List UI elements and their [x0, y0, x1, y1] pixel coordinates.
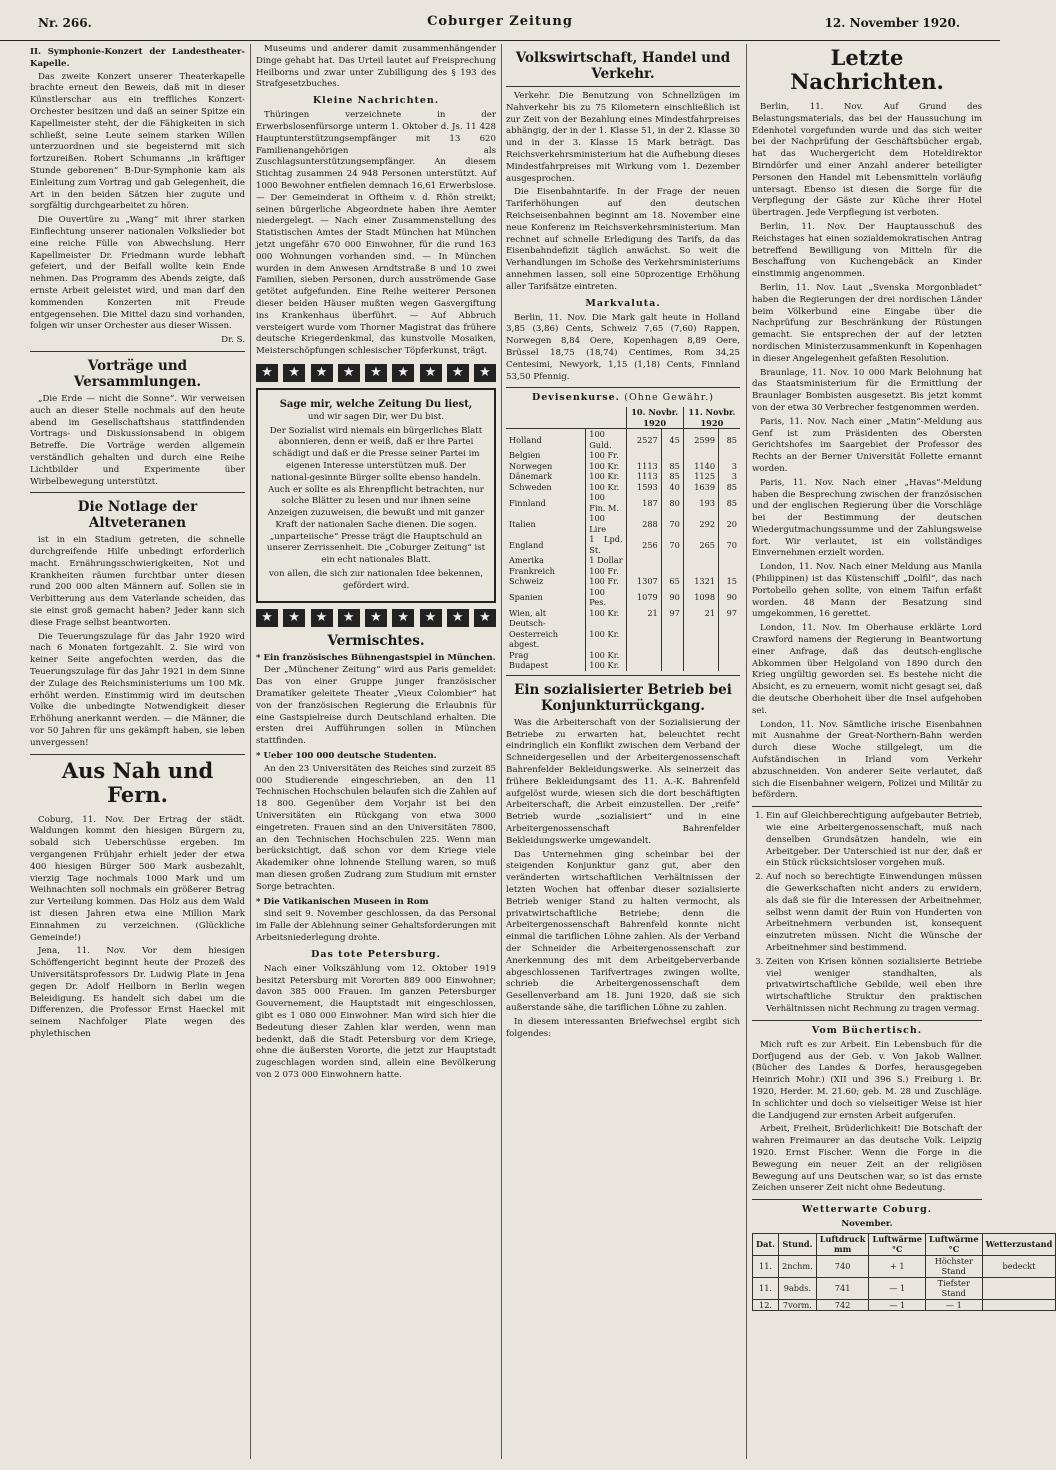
table-cell: 100 Kr.: [586, 618, 626, 650]
news-item: London, 11. Nov. Nach einer Meldung aus Manila (Philippinen) ist das Küstenschiff „Dolfil“, das nach Portobello gehen sollte, von einem Taifun erfaßt worden. 48 Mann der Besatzung sind umgekommen, 16 gerettet.: [752, 562, 982, 620]
table-cell: [683, 555, 718, 566]
ad-subtitle: und wir sagen Dir, wer Du bist.: [307, 411, 445, 422]
section-heading-buecher: Vom Büchertisch.: [811, 1024, 923, 1036]
devisen-note: (Ohne Gewähr.): [624, 392, 714, 404]
table-cell: [661, 650, 683, 661]
table-cell: 100 Kr.: [586, 608, 626, 619]
table-cell: [661, 566, 683, 577]
article-heading-symphonie: II. Symphonie-Konzert der Landestheater-Kapelle.: [30, 47, 245, 69]
table-cell: — 1: [926, 1299, 983, 1311]
table-cell: England: [506, 534, 586, 555]
table-cell: 2599: [683, 429, 718, 451]
weather-month: November.: [841, 1219, 893, 1230]
section-heading-wetter: Wetterwarte Coburg.: [801, 1204, 933, 1216]
table-cell: 1593: [626, 482, 661, 493]
divider: [30, 492, 245, 493]
table-cell: 3: [731, 460, 737, 471]
table-cell: 85: [726, 481, 737, 492]
star-icon: ★: [392, 364, 414, 382]
table-cell: Schweiz: [506, 576, 586, 587]
table-cell: 1098: [683, 587, 718, 608]
divider: [752, 1020, 982, 1021]
table-cell: 100 Fr.: [586, 576, 626, 587]
divider: [506, 387, 740, 388]
table-cell: 15: [726, 576, 737, 587]
table-row: [506, 492, 740, 513]
table-cell: 97: [661, 608, 683, 619]
news-item: Braunlage, 11. Nov. 10 000 Mark Belohnung hat das Staatsministerium für die Ermittlung der Braunlager Bombisten ausgesetzt. Bis jetzt kommt von der etwa 30 Verbrecher festgenommen werden.: [752, 367, 982, 413]
table-row: [506, 608, 740, 619]
table-cell: 742: [816, 1299, 869, 1311]
book-review: Arbeit, Freiheit, Brüderlichkeit! Die Botschaft der wahren Freimaurer an das deutsche Volk. Leipzig 1920. Ernst Fischer. Wenn die Forge in die Bewegung ein neuer Zeit an der religiösen Bewegung auf uns Deutschen war, so ist das ernste Zeichen unserer Zeit nicht ohne Bedeutung.: [752, 1124, 982, 1194]
table-cell: 741: [816, 1277, 869, 1299]
star-icon: ★: [474, 609, 496, 627]
table-cell: 7vorm.: [779, 1299, 817, 1311]
article-text: ist in ein Stadium getreten, die schnelle durchgreifende Hilfe unbedingt erforderlich macht. Ernährungsschwierigkeiten, Not und Krankheiten räumen furchtbar unter diesen rund 200 000 alten Männern auf. Sollen sie in Verbitterung aus dem Vaterlande scheiden, das sie einst groß gemacht haben? Jeder kann sich diese Frage selbst beantworten.: [30, 535, 245, 628]
table-cell: 21: [626, 608, 661, 619]
article-text: Was die Arbeiterschaft von der Sozialisierung der Betriebe zu erwarten hat, beleuchtet recht eindringlich ein Konflikt zwischen dem Verband der Schneidergesellen und der Arbeitergenossenschaft Bahrenfelder Bekleidungswerke. Als seinerzeit das frühere Bekleidungsamt des 11. A.-K. Bahrenfeld aufgelöst wurde, wiesen sich die dort beschäftigten Arbeiterschaft, die Arbeit einzustellen. Der „reife“ Betrieb wurde „sozialisiert“ und in eine Arbeitergenossenschaft Bahrenfelder Bekleidungswerke umgewandelt.: [506, 717, 740, 846]
article-heading: * Die Vatikanischen Museen in Rom: [256, 896, 429, 907]
table-cell: Wien, alt: [506, 608, 586, 619]
star-icon: ★: [447, 364, 469, 382]
table-cell: 85: [661, 471, 683, 482]
table-header: Luftdruck mm: [816, 1233, 869, 1255]
table-cell: [683, 660, 718, 671]
ad-title: Sage mir, welche Zeitung Du liest,: [279, 398, 473, 410]
table-cell: [626, 555, 661, 566]
section-heading-nah-fern: Aus Nah und Fern.: [61, 757, 214, 807]
table-cell: 97: [726, 607, 737, 618]
column-divider: [746, 44, 747, 1459]
star-icon: ★: [474, 364, 496, 382]
column-1: [30, 44, 245, 1459]
table-cell: 187: [626, 492, 661, 513]
list-item: 1. Ein auf Gleichberechtigung aufgebauter Betrieb, wie eine Arbeitergenossenschaft, muß nach denselben Grundsätzen handeln, wie ein Arbeitgeber. Der Unterschied ist nur der, daß er ein Stück rücksichtsloser vorgehen muß.: [766, 811, 982, 870]
table-cell: [683, 566, 718, 577]
table-cell: [982, 1299, 1056, 1311]
table-cell: + 1: [869, 1255, 926, 1277]
table-cell: 265: [683, 534, 718, 555]
divider: [30, 754, 245, 755]
table-cell: 85: [726, 497, 737, 508]
table-cell: [626, 650, 661, 661]
table-row: [506, 587, 740, 608]
table-cell: [661, 450, 683, 461]
newspaper-title: Coburger Zeitung: [427, 14, 573, 29]
table-cell: 1125: [683, 471, 718, 482]
table-cell: [719, 660, 740, 671]
signature: Dr. S.: [221, 335, 245, 346]
star-icon: ★: [283, 364, 305, 382]
table-cell: 100 Kr.: [586, 482, 626, 493]
table-cell: 21: [683, 608, 718, 619]
table-cell: 1113: [626, 461, 661, 472]
article-text: Das Unternehmen ging scheinbar bei der steigenden Konjunktur ganz gut, aber den veränderten wirtschaftlichen Verhältnissen der letzten Wochen hat offenbar dieser sozialisierte Betrieb weniger Stand zu halten vermocht, als privatwirtschaftliche Betriebe; denn die Arbeitergenossenschaft Bahrenfeld konnte nicht einmal die tariflichen Löhne zahlen. Als der Verband der Schneider die Arbeitergenossenschaft zur Anerkennung des mit dem Arbeitgeberverbande abgeschlossenen Tarifvertrages zwingen wollte, schrieb die Arbeitergenossenschaft dem Gesellenverband am 18. Juni 1920, daß sie sich außerstande sähe, die tariflichen Löhne zu zahlen.: [506, 849, 740, 1013]
table-cell: 740: [816, 1255, 869, 1277]
table-row: [506, 461, 740, 472]
table-cell: 80: [661, 492, 683, 513]
table-row: [506, 534, 740, 555]
table-cell: 100 Kr.: [586, 650, 626, 661]
table-cell: 1140: [683, 461, 718, 472]
article-text: An den 23 Universitäten des Reiches sind zurzeit 85 000 Studierende eingeschrieben, an den 11 Technischen Hochschulen belaufen sich die Zahlen auf 18 800. Gegenüber dem Vorjahr ist bei den Universitäten ein Rückgang von etwa 3000 eingetreten. Frauen sind an den Universitäten 7800, an den Technischen Hochschulen 225. Wenn man berücksichtigt, daß schon vor dem Kriege viele Akademiker ohne lohnende Stellung waren, so muß man diesen großen Zudrang zum Studium mit ernster Sorge betrachten.: [256, 763, 496, 892]
table-cell: 100 Fr.: [586, 450, 626, 461]
advertisement-box: [256, 388, 496, 603]
table-row: [506, 660, 740, 671]
section-heading-volkswirtschaft: Volkswirtschaft, Handel und Verkehr.: [515, 50, 731, 82]
table-cell: Höchster Stand: [926, 1255, 983, 1277]
table-row: [506, 450, 740, 461]
devisen-title: Devisenkurse.: [532, 392, 620, 404]
list-item: 2. Auf noch so berechtigte Einwendungen müssen die Gewerkschaften nicht anders zu erwidern, als daß sie für die Interessen der Arbeitnehmer, selbst wenn damit der Ruin von Hunderten von Arbeitnehmern verbunden ist, konsequent einzutreten müssen. Nicht die Wünsche der Arbeitnehmer sind bestimmend.: [766, 872, 982, 955]
column-divider: [250, 44, 251, 1459]
section-heading-vermischtes: Vermischtes.: [327, 632, 425, 649]
divider: [506, 675, 740, 676]
article-text: Das zweite Konzert unserer Theaterkapelle brachte erneut den Beweis, daß mit in dieser Künstlerschar aus ein treffliches Konzert-Orchester besitzen und daß an seiner Spitze ein Kapellmeister steht, der die Fähigkeiten in sich schließt, seine Leute seinem starken Willen unterzuordnen und sie begeisternd mit sich fortzureißen. Robert Schumanns „in kräftiger Stunde geborenen“ B-Dur-Symphonie kam als Einleitung zum Vortrag und gab Gelegenheit, die Art in den beiden Sätzen hier zugute und sorgfältig durchgearbeitet zu hören.: [30, 71, 245, 212]
table-header: Wetterzustand: [982, 1233, 1056, 1255]
article-text: In diesem interessanten Briefwechsel ergibt sich folgendes:: [506, 1016, 740, 1039]
article-text: Der „Münchener Zeitung“ wird aus Paris gemeldet: Das von einer Gruppe junger französischer Dramatiker geleitete Theater „Vieux Colombier“ hat von der französischen Regierung die Erlaubnis für eine Gastspielreise durch Deutschland erhalten. Die ersten drei Aufführungen sollen in München stattfinden.: [256, 665, 496, 747]
table-cell: 100 Fr.: [586, 566, 626, 577]
table-cell: 1 Dollar: [586, 555, 626, 566]
section-heading-devisen: [506, 392, 740, 404]
table-row: [506, 429, 740, 451]
table-header: Dat.: [753, 1233, 779, 1255]
table-cell: [719, 618, 740, 650]
table-row: [506, 576, 740, 587]
table-row: [506, 513, 740, 534]
table-cell: [719, 650, 740, 661]
table-cell: 3: [731, 471, 737, 482]
article-text: „Die Erde — nicht die Sonne“. Wir verweisen auch an dieser Stelle nochmals auf den heute abend im Gesellschaftshaus stattfindenden Vortrags- und Diskussionsabend in obigem Betreffe. Die Vorträge werden allgemein verständlich gehalten und durch eine Reihe Lichtbilder und Experimente über Wirbelbewegung unterstützt.: [30, 393, 245, 487]
table-cell: 45: [661, 429, 683, 451]
table-cell: — 1: [869, 1299, 926, 1311]
star-icon: ★: [420, 364, 442, 382]
table-row: [506, 471, 740, 482]
table-cell: 100 Lire: [586, 513, 626, 534]
table-row: [506, 650, 740, 661]
article-heading: Das tote Petersburg.: [311, 948, 441, 960]
article-text: sind seit 9. November geschlossen, da das Personal im Falle der Ablehnung seiner Gehaltsforderungen mit Arbeitsniederlegung drohte.: [256, 909, 496, 943]
table-header: [506, 407, 626, 429]
weather-table: [752, 1233, 1056, 1312]
section-heading-markvaluta: Markvaluta.: [585, 297, 661, 309]
table-cell: [719, 555, 740, 566]
table-row: [753, 1299, 1056, 1311]
table-cell: Budapest: [506, 660, 586, 671]
article-text: Nach einer Volkszählung vom 12. Oktober 1919 besitzt Petersburg mit Vororten 889 000 Einwohner; davon 385 000 Frauen. Im ganzen Petersburger Gouvernement, die Hauptstadt mit eingeschlossen, gibt es 1 080 000 Einwohner. Man wird sich hier die Bedeutung dieser Zahlen klar werden, wenn man bedenkt, daß die Stadt Petersburg vor dem Kriege, ohne die äußersten Vororte, die jetzt zur Hauptstadt zugeschlagen worden sind, allein eine Bevölkerung von 2 073 000 Einwohnern hatte.: [256, 963, 496, 1080]
ad-body: Der Sozialist wird niemals ein bürgerliches Blatt abonnieren, denn er weiß, daß er ihre Partei schädigt und daß er die Presse seiner Partei im eigenen Interesse unterstützen muß. Der national-gesinnte Bürger sollte ebenso handeln. Auch er sollte es als Ehrenpflicht betrachten, nur solche Blätter zu lesen und nur ihnen seine Anzeigen zuzuweisen, die bewußt und mit ganzer Kraft der nationalen Sache dienen. Die sogen. „unparteiische“ Presse trägt die Hauptschuld an unserer Zerrissenheit. Die „Coburger Zeitung“ ist ein echt nationales Blatt.: [266, 425, 486, 566]
table-cell: Prag: [506, 650, 586, 661]
table-cell: 100 Kr.: [586, 471, 626, 482]
news-item: Paris, 11. Nov. Nach einer „Matin“-Meldung aus Genf ist zum Präsidenten des Obersten Gerichtshofes im Saargebiet der Professor des Rechts an der Berner Universität Follette ernannt worden.: [752, 416, 982, 474]
table-cell: 70: [726, 539, 737, 550]
table-cell: 11.: [753, 1277, 779, 1299]
section-heading-kleine: Kleine Nachrichten.: [312, 95, 440, 107]
table-cell: 288: [626, 513, 661, 534]
masthead: [0, 0, 1000, 41]
article-text: Die Eisenbahntarife. In der Frage der neuen Tariferhöhungen auf den deutschen Reichseisenbahnen beginnt am 18. November eine neue Konferenz im Reichsverkehrsministerium. Man rechnet auf schnelle Erledigung des Tarifs, da das Eisenbahndefizit täglich anwächst. So weit die Verhandlungen im Schoße des Verkehrsministeriums annehmen lassen, soll eine 50prozentige Erhöhung aller Tarifsätze eintreten.: [506, 187, 740, 292]
star-icon: ★: [392, 609, 414, 627]
star-icon: ★: [311, 609, 333, 627]
section-heading-letzte: Letzte Nachrichten.: [790, 45, 944, 94]
article-heading: * Ein französisches Bühnengastspiel in München.: [256, 652, 496, 663]
news-item: Berlin, 11. Nov. Auf Grund des Belastungsmaterials, das bei der Haussuchung im Edenhotel vorgefunden wurde und das sich weiter bei der Nachprüfung der Geschäftsbücher ergab, hat das Wuchergericht dem Hoteldirektor Birndörfer und einer Anzahl anderer beteiligter Personen den Handel mit Lebensmitteln vorläufig untersagt. Ebenso ist diesen die Sorge für die Verpflegung der Gäste zur Küche ihrer Hotel übertragen. Jede Verpflegung ist verboten.: [752, 102, 982, 219]
table-cell: 70: [661, 534, 683, 555]
section-heading-notlage: Die Notlage der Altveteranen: [77, 499, 198, 532]
column-3: [506, 44, 740, 1459]
table-cell: [661, 660, 683, 671]
divider: [30, 351, 245, 352]
divider: [752, 1199, 982, 1200]
table-cell: Norwegen: [506, 461, 586, 472]
news-item: Paris, 11. Nov. Nach einer „Havas“-Meldung haben die Besprechung zwischen der französischen und der englischen Regierung über die Vorschläge bei der Bestimmung der deutschen Wiedergutmachungssumme und der Zahlungsweise fort. Wir verlautet, ist ein vollständiges Einvernehmen erzielt worden.: [752, 477, 982, 559]
book-review: Mich ruft es zur Arbeit. Ein Lebensbuch für die Dorfjugend aus der Geb. v. Von Jakob Wallner. (Bücher des Landes & Dorfes, herausgegeben Heinrich Mohr.) (XII und 396 S.) Freiburg i. Br. 1920, Herder. M. 21.60; geb. M. 28 und Zuschläge. In schlichter und doch so vielseitiger Weise ist hier die Landjugend zur ernsten Arbeit aufgerufen.: [752, 1039, 982, 1121]
table-header: Luftwärme °C: [869, 1233, 926, 1255]
divider: [506, 86, 740, 87]
table-cell: 256: [626, 534, 661, 555]
article-text: Coburg, 11. Nov. Der Ertrag der städt. Waldungen kommt den hiesigen Bürgern zu, sobald sich Ueberschüsse ergeben. Im vergangenen Frühjahr erhielt jeder der etwa 400 hiesigen Bürger 500 Mark ausbezahlt, vierzig Tage nochmals 1000 Mark und um Weihnachten soll nochmals ein größerer Betrag zur Verteilung kommen. Das Holz aus dem Wald ist diesen Jahren etwa eine Million Mark Einnahmen zu verzeichnen. (Glückliche Gemeinde!): [30, 814, 245, 943]
table-cell: 1 Lpd. St.: [586, 534, 626, 555]
divider: [752, 806, 982, 807]
column-2: [256, 44, 496, 1459]
table-cell: 90: [726, 592, 737, 603]
table-cell: Finnland: [506, 492, 586, 513]
article-text: Verkehr. Die Benutzung von Schnellzügen im Nahverkehr bis zu 75 Kilometern einschließlich ist zur Zeit von der Bezahlung eines Mindestfahrpreises abhängig, der in der 1. Klasse 51, in der 2. Klasse 30 und in der 3. Klasse 15 Mark beträgt. Das Reichsverkehrsministerium hat die Aufhebung dieses Mindestfahrpreises mit Wirkung vom 1. Dezember ausgesprochen.: [506, 91, 740, 184]
table-cell: — 1: [869, 1277, 926, 1299]
table-cell: Amerika: [506, 555, 586, 566]
table-cell: [626, 450, 661, 461]
table-cell: [626, 618, 661, 650]
table-row: [753, 1277, 1056, 1299]
issue-date: 12. November 1920.: [824, 16, 960, 30]
table-cell: [661, 618, 683, 650]
table-cell: 12.: [753, 1299, 779, 1311]
table-cell: [683, 618, 718, 650]
section-heading-vortraege: Vorträge und Versammlungen.: [73, 357, 202, 390]
table-cell: 1639: [683, 482, 718, 493]
table-cell: Spanien: [506, 587, 586, 608]
table-cell: Deutsch-Oesterreich abgest.: [506, 618, 586, 650]
table-cell: 1307: [626, 576, 661, 587]
table-cell: 85: [661, 461, 683, 472]
star-icon: ★: [365, 609, 387, 627]
table-cell: 100 Kr.: [586, 660, 626, 671]
column-divider: [501, 44, 502, 1459]
table-cell: [719, 450, 740, 461]
table-cell: 100 Kr.: [586, 461, 626, 472]
star-icon: ★: [338, 364, 360, 382]
table-cell: 100 Guld.: [586, 429, 626, 451]
article-text: Thüringen verzeichnete in der Erwerbslosenfürsorge unterm 1. Oktober d. Js. 11 428 Hauptunterstützungsempfänger mit 13 620 Familienangehörigen als Zuschlagsunterstützungsempfänger. An diesem Stichtag zusammen 24 948 Personen unterstützt. Auf 1000 Bewohner entfielen demnach 16,61 Erwerbslose. — Der Gemeinderat in Oftheim v. d. Rhön streikt; seinen bürgerliche Abgeordnete haben ihre Aemter niedergelegt. — Nach einer Zusammenstellung des Statistischen Amtes der Stadt München hat München jetzt ungefähr 670 000 Einwohner, für die rund 163 000 Wohnungen vorhanden sind. — In München wurden in dem Anwesen Arndtstraße 8 und 10 zwei Familien, sieben Personen, durch ausströmende Gase getötet aufgefunden. Eine Reihe weiterer Personen dieser beiden Häuser mußten wegen Gasvergiftung ins Krankenhaus überführt. — Auf Abbruch versteigert wurde vom Thorner Magistrat das frühere deutsche Kriegerdenkmal, das kunstvolle Mosaiken, Meisterschöpfungen schlesischer Töpferkunst, trägt.: [256, 110, 496, 357]
table-cell: 292: [683, 513, 718, 534]
table-row: [506, 482, 740, 493]
table-row: [506, 555, 740, 566]
table-cell: 20: [726, 518, 737, 529]
table-cell: [683, 650, 718, 661]
star-border: [256, 364, 496, 382]
table-cell: [661, 555, 683, 566]
table-cell: Belgien: [506, 450, 586, 461]
news-item: London, 11. Nov. Im Oberhause erklärte Lord Crawford namens der Regierung in Beantwortung einer Anfrage, daß das deutsch-englische Abkommen über Helgoland von 1890 durch den Krieg ungültig geworden sei. Es bestehe nicht die Absicht, es zu erneuern, womit nicht gesagt sei, daß die deutsche Oberhoheit über die Insel aufgehoben sei.: [752, 623, 982, 716]
star-icon: ★: [338, 609, 360, 627]
news-item: Berlin, 11. Nov. Laut „Svenska Morgonbladet“ haben die Regierungen der drei nordischen Länder beim Völkerbund eine Eingabe über die Nachprüfung zur Beschränkung der Rüstungen gemacht. Sie entsprechen der auf der letzten nordischen Ministerzusammenkunft in Kopenhagen in dieser Angelegenheit gefaßten Resolution.: [752, 282, 982, 364]
table-row: [506, 566, 740, 577]
table-cell: Tiefster Stand: [926, 1277, 983, 1299]
section-heading-sozial: Ein sozialisierter Betrieb bei Konjunkturrückgang.: [514, 681, 732, 714]
star-icon: ★: [283, 609, 305, 627]
table-row: [506, 618, 740, 650]
table-cell: bedeckt: [982, 1255, 1056, 1277]
news-item: Berlin, 11. Nov. Der Hauptausschuß des Reichstages hat einen sozialdemokratischen Antrag betreffend Bewilligung von Mitteln für die Beschaffung von Kuchengebäck an Kinder einstimmig angenommen.: [752, 221, 982, 280]
table-cell: [626, 660, 661, 671]
star-icon: ★: [311, 364, 333, 382]
star-icon: ★: [256, 364, 278, 382]
exchange-rate-table: [506, 407, 740, 671]
article-text: Jena, 11. Nov. Vor dem hiesigen Schöffengericht beginnt heute der Prozeß des Universitätsprofessors Dr. Ludwig Plate in Jena gegen Dr. Adolf Heilborn in Berlin wegen Beleidigung. Es handelt sich dabei um die Differenzen, die Professor Ernst Haeckel mit seinem Nachfolger Plate wegen des phylethischen: [30, 946, 245, 1039]
star-border: [256, 609, 496, 627]
table-row: [753, 1255, 1056, 1277]
table-cell: Frankreich: [506, 566, 586, 577]
table-cell: 40: [661, 482, 683, 493]
star-icon: ★: [365, 364, 387, 382]
table-cell: 100 Pes.: [586, 587, 626, 608]
star-icon: ★: [420, 609, 442, 627]
table-cell: 90: [661, 587, 683, 608]
table-header: 11. Novbr. 1920: [683, 407, 740, 429]
table-cell: 100 Fin. M.: [586, 492, 626, 513]
table-cell: 2nchm.: [779, 1255, 817, 1277]
numbered-list: [766, 811, 982, 1016]
article-text: Die Ouvertüre zu „Wang“ mit ihrer starken Einflechtung unserer nationalen Volkslieder bot eine reiche Fülle von Abwechslung. Herr Kapellmeister Dr. Friedmann wurde lebhaft gefeiert, und der Beifall wollte kein Ende nehmen. Das Programm des Abends zeigte, daß ernste Arbeit geleistet wird, und man darf den kommenden Konzerten mit Freude entgegensehen. Die Mittel dazu sind vorhanden, folgen wir unser Orchester aus dieser Wissen.: [30, 215, 245, 332]
list-item: 3. Zeiten von Krisen können sozialisierte Betriebe viel weniger standhalten, als privatwirtschaftliche Gebilde, weil eben ihre wirtschaftliche Struktur den praktischen Verhältnissen nicht Rechnung zu tragen vermag.: [766, 957, 982, 1016]
article-heading: * Ueber 100 000 deutsche Studenten.: [256, 751, 437, 762]
table-cell: 11.: [753, 1255, 779, 1277]
table-cell: [626, 566, 661, 577]
star-icon: ★: [447, 609, 469, 627]
table-cell: 1113: [626, 471, 661, 482]
table-cell: Dänemark: [506, 471, 586, 482]
table-cell: [982, 1277, 1056, 1299]
table-cell: 1321: [683, 576, 718, 587]
table-cell: [719, 566, 740, 577]
table-cell: 2527: [626, 429, 661, 451]
ad-close: von allen, die sich zur nationalen Idee bekennen, gefördert wird.: [268, 569, 484, 591]
news-item: London, 11. Nov. Sämtliche irische Eisenbahnen mit Ausnahme der Great-Northern-Bahn werden durch diese Woche stillgelegt, um die Aufständischen in Irland vom Verkehr abzuschneiden. Von anderer Seite verlautet, daß sich die Eisenbahner weigern, Polizei und Militär zu befördern.: [752, 719, 982, 801]
table-header: Luftwärme °C: [926, 1233, 983, 1255]
table-cell: 193: [683, 492, 718, 513]
star-icon: ★: [256, 609, 278, 627]
article-text: Die Teuerungszulage für das Jahr 1920 wird nach 6 Monaten fortgezahlt. 2. Sie wird von keiner Seite angefochten werden, das die Teuerungszulage für das Jahr 1921 in dem Sinne der Zulage des Reichsministeriums um 100 Mk. erhöht werden. Einstimmig wird im deutschen Volke die unbedingte Notwendigkeit dieser Erhöhung anerkannt werden. — die Männer, die vor 50 Jahren für uns gekämpft haben, sie leben unvergessen!: [30, 631, 245, 748]
table-cell: 70: [661, 513, 683, 534]
table-cell: [683, 450, 718, 461]
table-cell: Italien: [506, 513, 586, 534]
table-cell: Holland: [506, 429, 586, 451]
article-text: Museums und anderer damit zusammenhängender Dinge gehabt hat. Das Urteil lautet auf Freisprechung Heilborns und zwar unter Zubilligung des § 193 des Strafgesetzbuches.: [256, 44, 496, 90]
table-cell: 65: [661, 576, 683, 587]
table-cell: 85: [726, 434, 737, 445]
issue-number: Nr. 266.: [38, 16, 92, 30]
table-cell: 1079: [626, 587, 661, 608]
table-cell: 9abds.: [779, 1277, 817, 1299]
table-header: 10. Novbr. 1920: [626, 407, 683, 429]
column-4: [752, 44, 1053, 1459]
table-cell: Schweden: [506, 482, 586, 493]
article-text: Berlin, 11. Nov. Die Mark galt heute in Holland 3,85 (3,86) Cents, Schweiz 7,65 (7,60) Rappen, Norwegen 8,84 Oere, Kopenhagen 8,89 Oere, Brüssel 18,75 (18,74) Centimes, Rom 34,25 Centesimi, Newyork, 1,15 (1,18) Cents, Finnland 53,50 Pfennig.: [506, 312, 740, 382]
table-header: Stund.: [779, 1233, 817, 1255]
